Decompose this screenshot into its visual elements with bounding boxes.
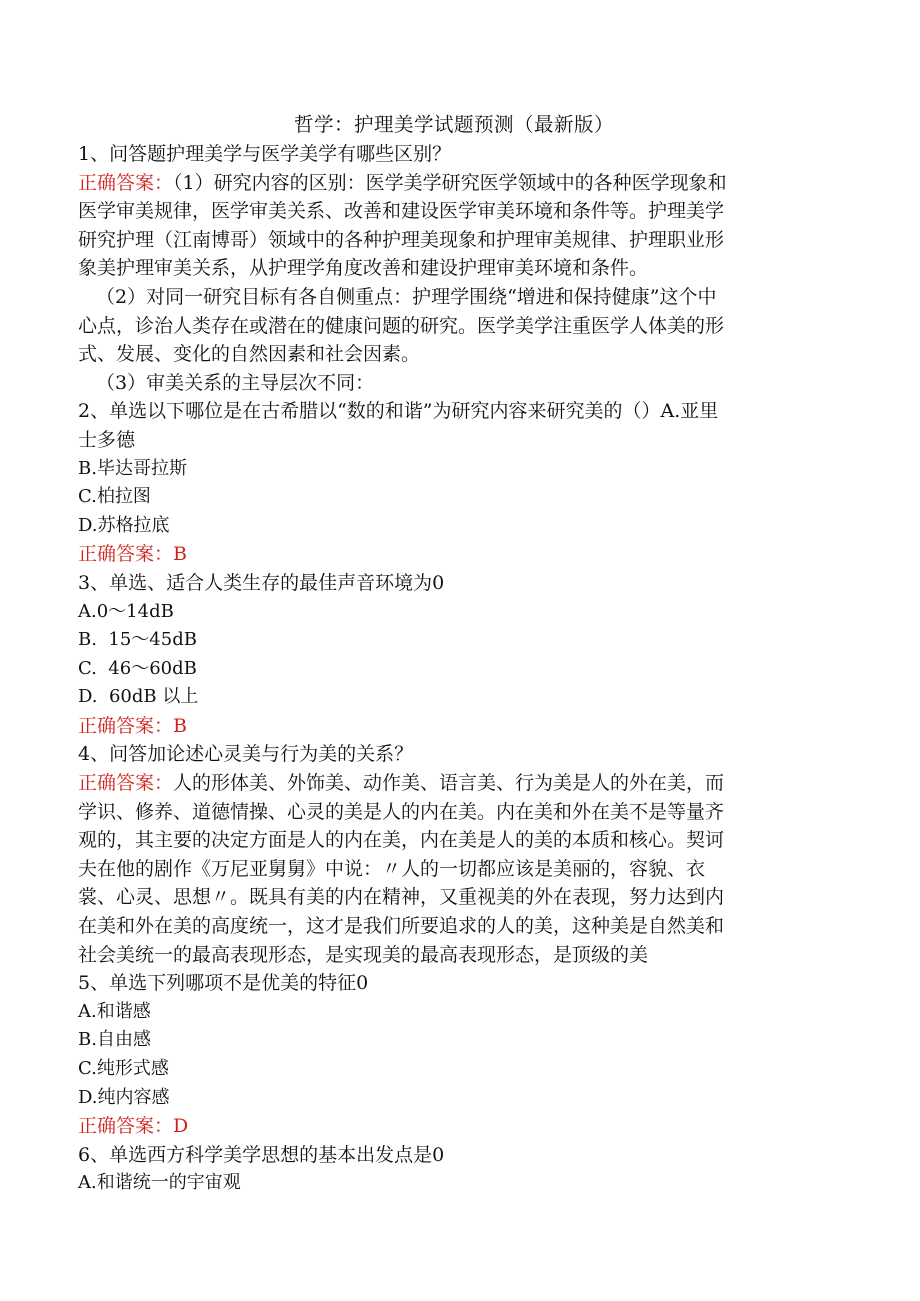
answer-label: 正确答案： xyxy=(78,1115,174,1138)
answer-label: 正确答案： xyxy=(78,543,174,566)
answer-label: 正确答案： xyxy=(78,171,174,194)
answer-1-text: （1）研究内容的区别：医学美学研究医学领域中的各种医学现象和 xyxy=(173,171,727,194)
answer-1-point-2-line-3: 式、发展、变化的自然因素和社会因素。 xyxy=(78,343,421,366)
answer-1-point-3: （3）审美关系的主导层次不同： xyxy=(96,371,375,394)
answer-4-line-3: 观的，其主要的决定方面是人的内在美，内在美是人的美的本质和核心。契诃 xyxy=(78,829,725,852)
question-5-option-b: B.自由感 xyxy=(78,1029,151,1051)
question-2-option-b: B.毕达哥拉斯 xyxy=(78,457,187,479)
document-title: 哲学：护理美学试题预测（最新版） xyxy=(293,113,614,136)
question-3-text: 3、单选、适合人类生存的最佳声音环境为0 xyxy=(78,571,445,594)
answer-1-point-2-line-1: （2）对同一研究目标有各自侧重点：护理学围绕“增进和保持健康”这个中 xyxy=(96,285,717,308)
answer-1-line-1 xyxy=(78,169,830,198)
question-6-text: 6、单选西方科学美学思想的基本出发点是0 xyxy=(78,1143,445,1166)
answer-4-text: 人的形体美、外饰美、动作美、语言美、行为美是人的外在美，而 xyxy=(173,772,725,795)
question-5-option-a: A.和谐感 xyxy=(78,1000,151,1022)
answer-4-line-2: 学识、修养、道德情操、心灵的美是人的内在美。内在美和外在美不是等量齐 xyxy=(78,800,725,823)
question-5-option-c: C.纯形式感 xyxy=(78,1058,169,1079)
answer-1-line-2: 医学审美规律，医学审美关系、改善和建设医学审美环境和条件等。护理美学 xyxy=(78,200,725,223)
answer-4-line-1 xyxy=(78,769,830,798)
question-5-option-d: D.纯内容感 xyxy=(78,1086,170,1108)
answer-4-line-6: 在美和外在美的高度统一，这才是我们所要追求的人的美，这种美是自然美和 xyxy=(78,915,725,938)
answer-2-value: B xyxy=(173,543,187,566)
question-3-option-a: A.0～14dB xyxy=(78,600,174,622)
answer-1-point-2-line-2: 心点，诊治人类存在或潜在的健康问题的研究。医学美学注重医学人体美的形 xyxy=(78,314,725,337)
answer-5 xyxy=(78,1112,830,1141)
question-1-text: 1、问答题护理美学与医学美学有哪些区别？ xyxy=(78,143,452,165)
question-3-option-d: D. 60dB 以上 xyxy=(78,686,199,708)
answer-1-line-4: 象美护理审美关系，从护理学角度改善和建设护理审美环境和条件。 xyxy=(78,257,649,280)
question-3-option-b: B. 15～45dB xyxy=(78,629,197,651)
answer-4-line-5: 裳、心灵、思想〃。既具有美的内在精神，又重视美的外在表现，努力达到内 xyxy=(78,886,725,909)
answer-3-value: B xyxy=(173,714,187,737)
answer-1-line-3: 研究护理（江南博哥）领域中的各种护理美现象和护理审美规律、护理职业形 xyxy=(78,228,725,251)
question-2-line-2: 士多德 xyxy=(78,428,136,451)
answer-label: 正确答案： xyxy=(78,714,174,737)
answer-5-value: D xyxy=(173,1115,189,1138)
answer-3 xyxy=(78,712,830,741)
question-3-option-c: C. 46～60dB xyxy=(78,657,197,679)
question-4-text: 4、问答加论述心灵美与行为美的关系？ xyxy=(78,743,414,766)
answer-label: 正确答案： xyxy=(78,772,174,795)
question-2-line-1: 2、单选以下哪位是在古希腊以“数的和谐”为研究内容来研究美的（）A.亚里 xyxy=(78,400,719,423)
question-2-option-c: C.柏拉图 xyxy=(78,486,151,508)
question-6-option-a: A.和谐统一的宇宙观 xyxy=(78,1172,241,1194)
question-2-option-d: D.苏格拉底 xyxy=(78,514,170,536)
answer-4-line-4: 夫在他的剧作《万尼亚舅舅》中说：〃人的一切都应该是美丽的，容貌、衣 xyxy=(78,857,706,880)
answer-4-line-7: 社会美统一的最高表现形态，是实现美的最高表现形态，是顶级的美 xyxy=(78,943,649,966)
answer-2 xyxy=(78,540,830,569)
question-5-text: 5、单选下列哪项不是优美的特征0 xyxy=(78,972,369,995)
